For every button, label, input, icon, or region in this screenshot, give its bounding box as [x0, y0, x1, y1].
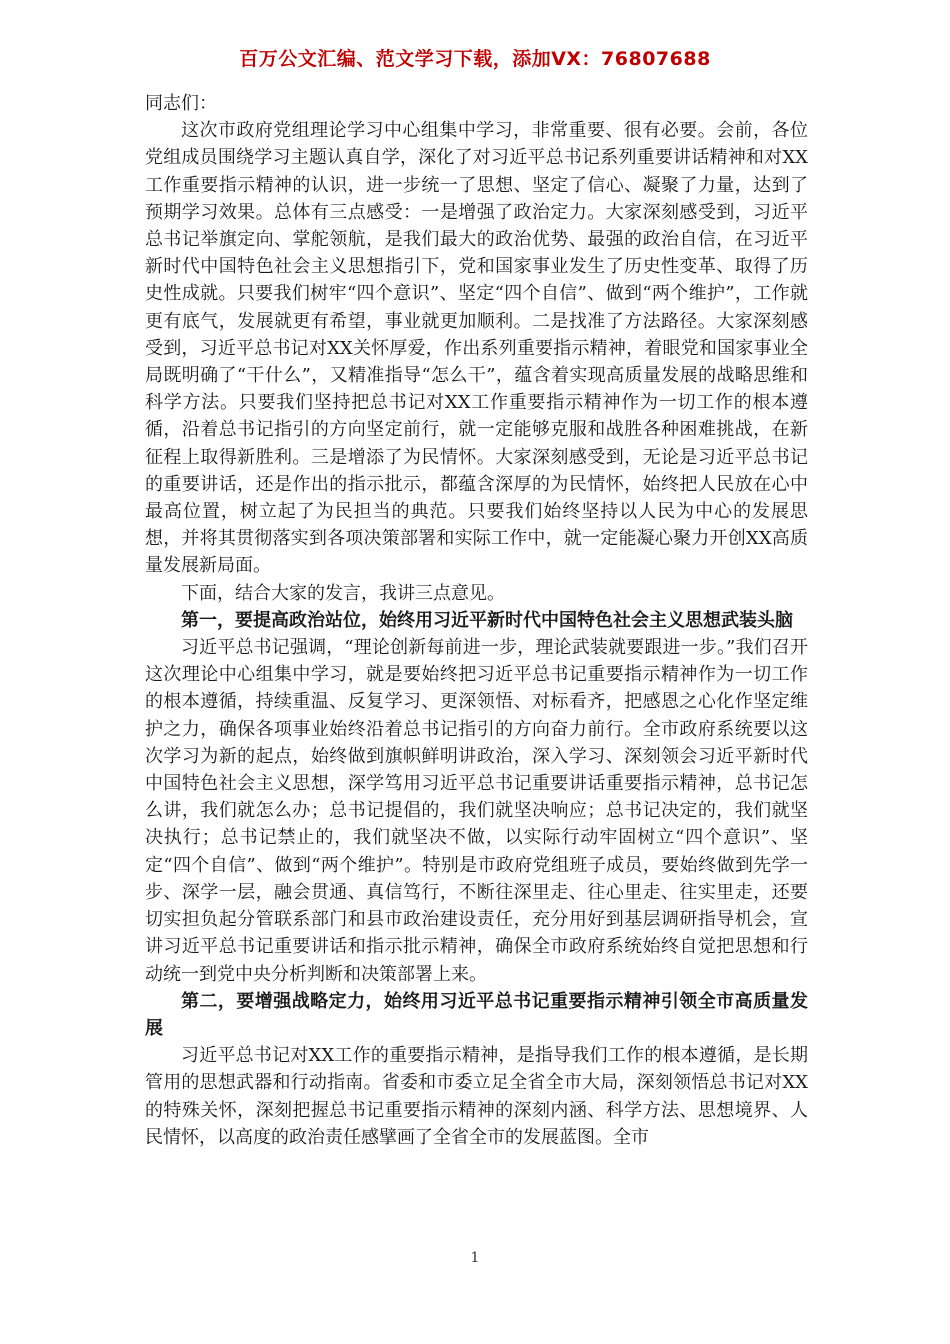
transition-paragraph: 下面，结合大家的发言，我讲三点意见。	[181, 582, 505, 604]
section-body-2: 习近平总书记对XX工作的重要指示精神，是指导我们工作的根本遵循，是长期管用的思想武器和行动指南。省委和市委立足全省全市大局，深刻领悟总书记对XX的特殊关怀，深刻把握总书记重要指示精神的深刻内涵、科学方法、思想境界、人民情怀，以高度的政治责任感擘画了全省全市的发展蓝图。全市	[145, 1045, 808, 1148]
document-body	[145, 90, 808, 1151]
page-number: 1	[470, 1250, 480, 1266]
greeting: 同志们：	[145, 93, 217, 114]
section-heading-1: 第一，要提高政治站位，始终用习近平新时代中国特色社会主义思想武装头脑	[181, 609, 793, 631]
intro-paragraph: 这次市政府党组理论学习中心组集中学习，非常重要、很有必要。会前，各位党组成员围绕学习主题认真自学，深化了对习近平总书记系列重要讲话精神和对XX工作重要指示精神的认识，进一步统一了思想、坚定了信心、凝聚了力量，达到了预期学习效果。总体有三点感受：一是增强了政治定力。大家深刻感受到，习近平总书记举旗定向、掌舵领航，是我们最大的政治优势、最强的政治自信，在习近平新时代中国特色社会主义思想指引下，党和国家事业发生了历史性变革、取得了历史性成就。只要我们树牢“四个意识”、坚定“四个自信”、做到“两个维护”，工作就更有底气，发展就更有希望，事业就更加顺利。二是找准了方法路径。大家深刻感受到，习近平总书记对XX关怀厚爱，作出系列重要指示精神，着眼党和国家事业全局既明确了“干什么”，又精准指导“怎么干”，蕴含着实现高质量发展的战略思维和科学方法。只要我们坚持把总书记对XX工作重要指示精神作为一切工作的根本遵循，沿着总书记指引的方向坚定前行，就一定能够克服和战胜各种困难挑战，在新征程上取得新胜利。三是增添了为民情怀。大家深刻感受到，无论是习近平总书记的重要讲话，还是作出的指示批示，都蕴含深厚的为民情怀，始终把人民放在心中最高位置，树立起了为民担当的典范。只要我们始终坚持以人民为中心的发展思想，并将其贯彻落实到各项决策部署和实际工作中，就一定能凝心聚力开创XX高质量发展新局面。	[145, 120, 808, 577]
download-banner: 百万公文汇编、范文学习下载，添加VX：76807688	[239, 48, 711, 70]
section-body-1: 习近平总书记强调，“理论创新每前进一步，理论武装就要跟进一步。”我们召开这次理论中心组集中学习，就是要始终把习近平总书记重要指示精神作为一切工作的根本遵循，持续重温、反复学习、更深领悟、对标看齐，把感恩之心化作坚定维护之力，确保各项事业始终沿着总书记指引的方向奋力前行。全市政府系统要以这次学习为新的起点，始终做到旗帜鲜明讲政治，深入学习、深刻领会习近平新时代中国特色社会主义思想，深学笃用习近平总书记重要讲话重要指示精神，总书记怎么讲，我们就怎么办；总书记提倡的，我们就坚决响应；总书记决定的，我们就坚决执行；总书记禁止的，我们就坚决不做，以实际行动牢固树立“四个意识”、坚定“四个自信”、做到“两个维护”。特别是市政府党组班子成员，要始终做到先学一步、深学一层，融会贯通、真信笃行，不断往深里走、往心里走、往实里走，还要切实担负起分管联系部门和县市政治建设责任，充分用好到基层调研指导机会，宣讲习近平总书记重要讲话和指示批示精神，确保全市政府系统始终自觉把思想和行动统一到党中央分析判断和决策部署上来。	[145, 637, 808, 985]
section-heading-2: 第二，要增强战略定力，始终用习近平总书记重要指示精神引领全市高质量发展	[145, 990, 808, 1039]
